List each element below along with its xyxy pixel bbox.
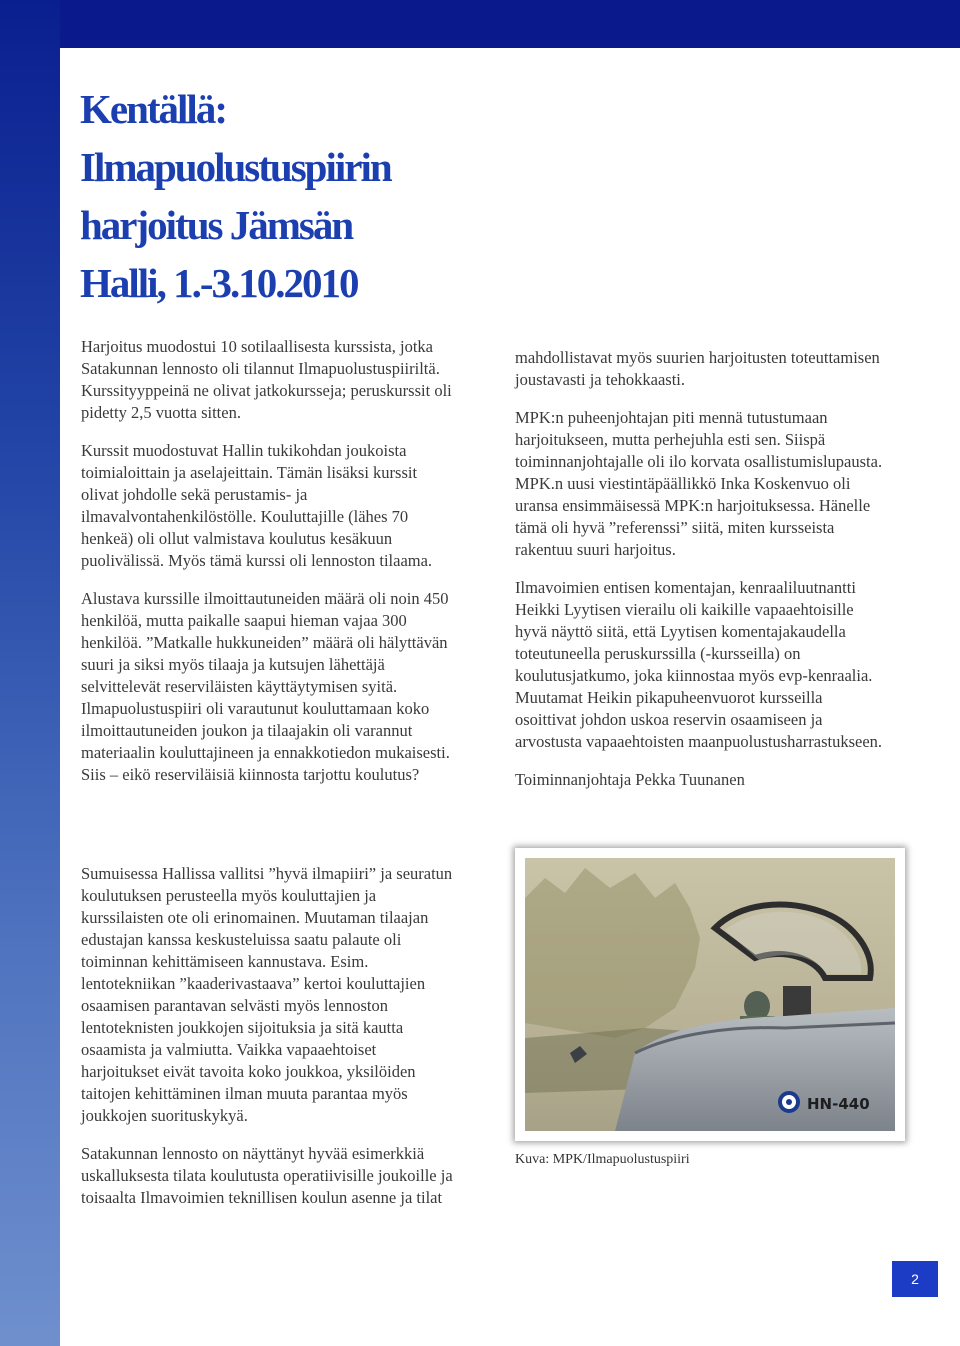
paragraph: Ilmavoimien entisen komentajan, kenraaliluutnantti Heikki Lyytisen vierailu oli kaikille vapaaehtoisille hyvä näyttö siitä, että Lyytisen komentajakaudella toteutuneella peruskurssilla (-kursseilla) on koulutusjatkumo, joka kiinnostaa myös evp-kenraalia. Muutamat Heikin pikapuheenvuorot kursseilla osoittivat johdon uskoa reservin osaamiseen ja arvostusta vapaaehtoisten maanpuolustusharrastukseen.	[515, 578, 883, 751]
photo-caption: Kuva: MPK/Ilmapuolustuspiiri	[515, 1152, 690, 1167]
title-line: Halli, 1.-3.10.2010	[80, 260, 358, 306]
right-column	[515, 347, 885, 807]
paragraph: Alustava kurssille ilmoittautuneiden määrä oli noin 450 henkilöä, mutta paikalle saapui hieman vajaa 300 henkilöä. ”Matkalle hukkuneiden” määrä oli hälyttävän suuri ja siksi myös tilaaja ja kutsujen lähettäjä selvittelevät reserviläisten käyttäytymisen syitä. Ilmapuolustuspiiri oli varautunut kouluttamaan koko ilmoittautuneiden joukon ja tilaajakin oli varannut materiaalin kouluttajineen ja ennakkotiedon mukaisesti. Siis – eikö reserviläisiä kiinnosta tarjottu koulutus?	[81, 589, 450, 784]
photo-illustration	[525, 858, 895, 1131]
left-color-band	[0, 0, 60, 1346]
paragraph: Satakunnan lennosto on näyttänyt hyvää esimerkkiä uskalluksesta tilata koulutusta operatiivisille joukoille ja toisaalta Ilmavoimien teknillisen koulun asenne ja tilat	[81, 1144, 453, 1207]
roundel-center	[786, 1099, 792, 1105]
left-column-upper	[81, 336, 457, 802]
title-line: Ilmapuolustuspiirin	[80, 144, 391, 190]
paragraph: Sumuisessa Hallissa vallitsi ”hyvä ilmapiiri” ja seuratun koulutuksen perusteella myös kouluttajien ja kurssilaisten ote oli erinomainen. Muutaman tilaajan edustajan kanssa keskusteluissa saatu palaute oli toiminnan kehittämiseen kannustava. Esim. lentotekniikan ”kaaderivastaava” kertoi kouluttajien osaamisen parantavan selvästi myös lennoston lentoteknisten joukkojen sijoituksia ja sitä kautta osaamista ja valmiutta. Vaikka vapaaehtoiset harjoitukset eivät tavoita koko joukkoa, yksilöiden taitojen kehittäminen ilman muuta parantaa myös joukkojen suorituskykyä.	[81, 864, 453, 1125]
title-line: Kentällä:	[80, 86, 226, 132]
page-number-badge: 2	[892, 1261, 938, 1297]
author-signature: Toiminnanjohtaja Pekka Tuunanen	[515, 770, 745, 789]
article-title	[80, 80, 480, 312]
paragraph: Harjoitus muodostui 10 sotilaallisesta kurssista, jotka Satakunnan lennosto oli tilannut Ilmapuolustuspiiriltä. Kurssityyppeinä ne olivat jatkokursseja; peruskurssit oli pidetty 2,5 vuotta sitten.	[81, 337, 452, 422]
left-column-lower	[81, 863, 457, 1225]
title-line: harjoitus Jämsän	[80, 202, 353, 248]
paragraph: mahdollistavat myös suurien harjoitusten toteuttamisen joustavasti ja tehokkaasti.	[515, 348, 880, 389]
paragraph: Kurssit muodostuvat Hallin tukikohdan joukoista toimialoittain ja aselajeittain. Tämän lisäksi kurssit olivat johdolle sekä perustamis- ja ilmavalvontahenkilöstölle. Kouluttajille (lähes 70 henkeä) oli ollut valmistava koulutus kesäkuun puolivälissä. Myös tämä kurssi oli lennoston tilaama.	[81, 441, 433, 570]
paragraph: MPK:n puheenjohtajan piti mennä tutustumaan harjoitukseen, mutta perhejuhla esti sen. Siispä toiminnanjohtajalle oli ilo korvata osallistumislupausta. MPK.n uusi viestintäpäällikkö Inka Koskenvuo oli uransa ensimmäisessä MPK:n harjoituksessa. Hänelle tämä oli hyvä ”referenssi” siitä, miten kursseista rakentuu suuri harjoitus.	[515, 408, 883, 559]
fighter-jet-photo	[515, 848, 905, 1141]
aircraft-registration: HN-440	[807, 1095, 870, 1113]
top-color-band	[0, 0, 960, 48]
